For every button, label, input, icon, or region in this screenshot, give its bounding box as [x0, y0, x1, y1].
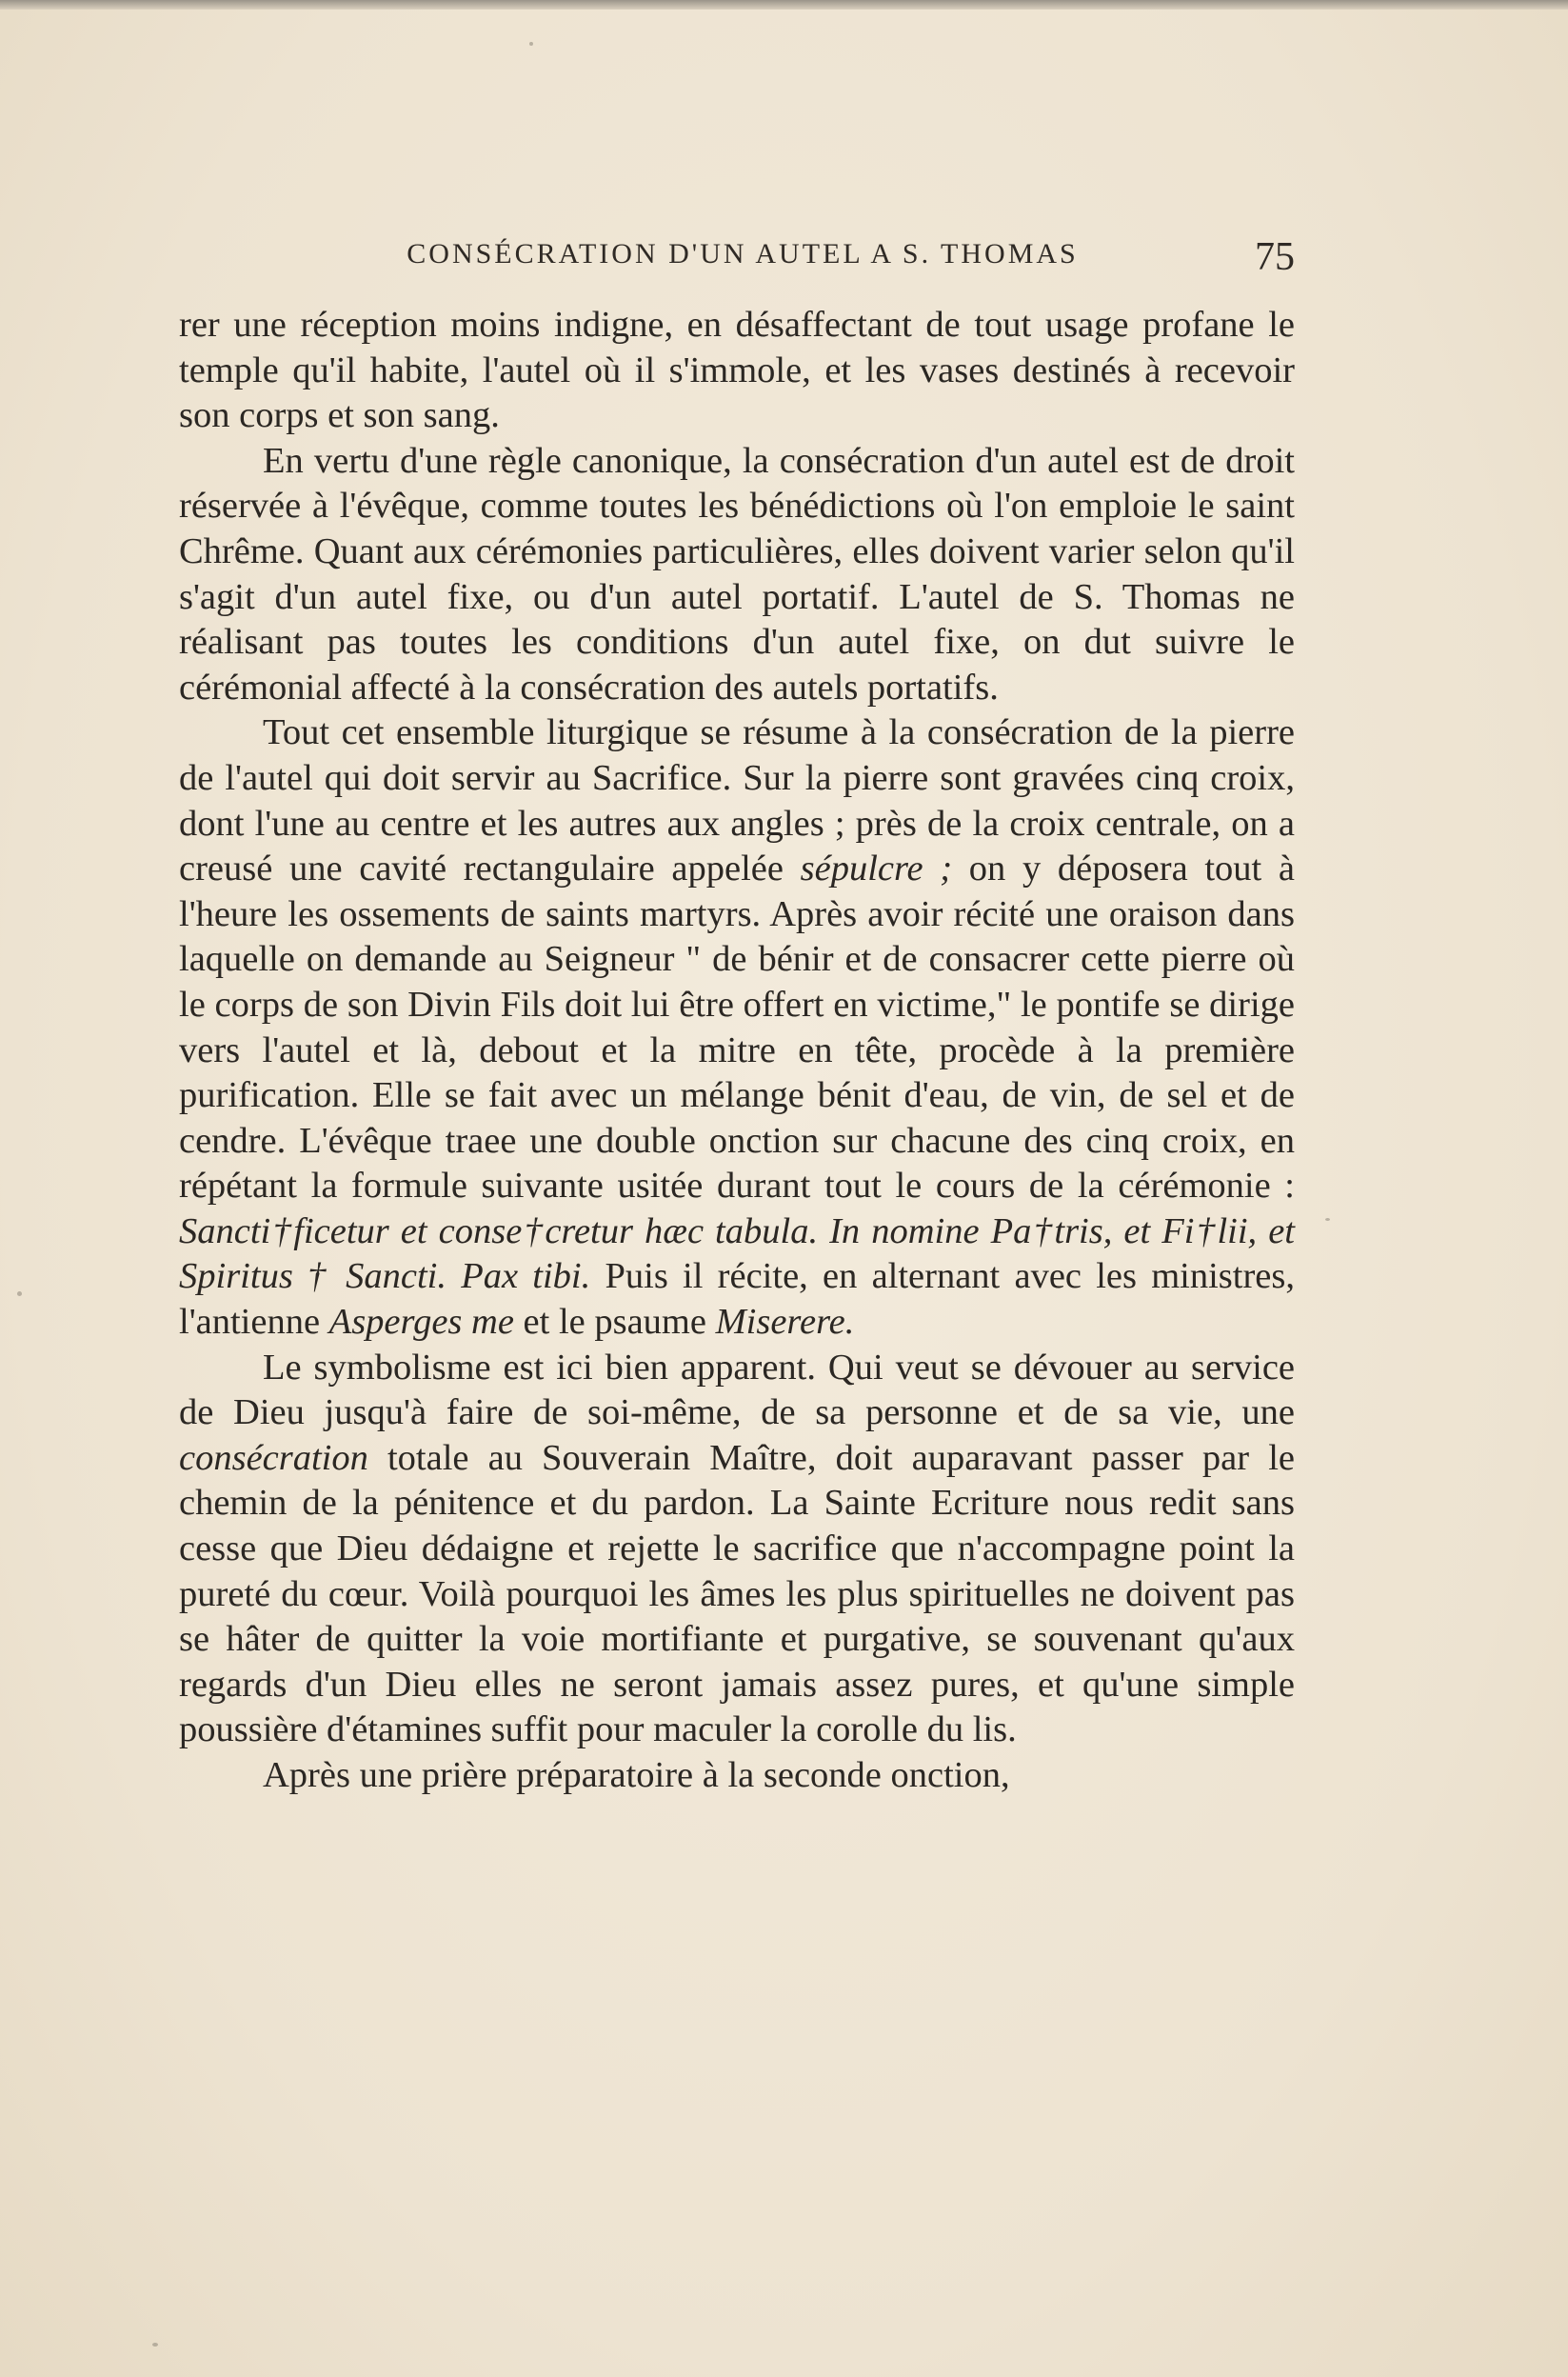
paragraph-3	[179, 710, 1295, 1345]
miserere-title: Miserere.	[715, 1302, 855, 1343]
paper-speck	[17, 1291, 22, 1296]
paragraph-1: rer une réception moins indigne, en désaffectant de tout usage profane le temple qu'il habite, l'autel où il s'immole, et les vases destinés à recevoir son corps et son sang.	[179, 305, 1295, 436]
paragraph-3-text-e: Puis il récite, en alternant avec les ministres, l'antienne	[179, 1256, 1296, 1343]
paragraph-3-text-g: et le psaume	[523, 1302, 706, 1343]
paper-speck	[529, 42, 533, 46]
paper-speck	[152, 2343, 158, 2347]
paragraph-4-text-a: Le symbolisme est ici bien apparent. Qui veut se dévouer au service de Dieu jusqu'à faire de soi-même, de sa personne et de sa vie, une	[179, 1347, 1295, 1433]
consecration-term: consécration	[179, 1437, 368, 1478]
body-text	[179, 303, 1295, 1799]
paragraph-5: Après une prière préparatoire à la seconde onction,	[263, 1755, 1010, 1795]
page-top-edge	[0, 0, 1568, 10]
paragraph-4	[179, 1346, 1295, 1753]
latin-formula: Sancti†ficetur et conse†cretur hæc tabula. In nomine Pa†tris, et Fi†lii, et Spiritus † Sancti. Pax tibi.	[179, 1210, 1295, 1297]
paragraph-4-text-c: totale au Souverain Maître, doit auparavant passer par le chemin de la pénitence et du pardon. La Sainte Ecriture nous redit sans cesse que Dieu dédaigne et rejette le sacrifice que n'accompagne point la pureté du cœur. Voilà pourquoi les âmes les plus spirituelles ne doivent pas se hâter de quitter la voie mortifiante et purgative, se souvenant qu'aux regards d'un Dieu elles ne seront jamais assez pures, et qu'une simple poussière d'étamines suffit pour maculer la corolle du lis.	[179, 1437, 1295, 1750]
paragraph-3-text-c: on y déposera tout à l'heure les ossements de saints martyrs. Après avoir récité une oraison dans laquelle on demande au Seigneur " de bénir et de consacrer cette pierre où le corps de son Divin Fils doit lui être offert en victime," le pontife se dirige vers l'autel et là, debout et la mitre en tête, procède à la première purification. Elle se fait avec un mélange bénit d'eau, de vin, de sel et de cendre. L'évêque traee une double onction sur chacune des cinq croix, en répétant la formule suivante usitée durant tout le cours de la cérémonie :	[179, 849, 1295, 1207]
asperges-me-title: Asperges me	[328, 1302, 514, 1343]
paragraph-2: En vertu d'une règle canonique, la consécration d'un autel est de droit réservée à l'évêque, comme toutes les bénédictions où l'on emploie le saint Chrême. Quant aux cérémonies particulières, elles doivent varier selon qu'il s'agit d'un autel fixe, ou d'un autel portatif. L'autel de S. Thomas ne réalisant pas toutes les conditions d'un autel fixe, on dut suivre le cérémonial affecté à la consécration des autels portatifs.	[179, 440, 1295, 708]
sepulcre-term: sépulcre ;	[800, 849, 953, 889]
page-number: 75	[1255, 235, 1295, 279]
paragraph-3-text-a: Tout cet ensemble liturgique se résume à la consécration de la pierre de l'autel qui doit servir au Sacrifice. Sur la pierre sont gravées cinq croix, dont l'une au centre et les autres aux angles ; près de la croix centrale, on a creusé une cavité rectangulaire appelée	[179, 712, 1295, 889]
running-title: CONSÉCRATION D'UN AUTEL A S. THOMAS	[407, 238, 1079, 270]
paper-speck	[1325, 1218, 1330, 1221]
